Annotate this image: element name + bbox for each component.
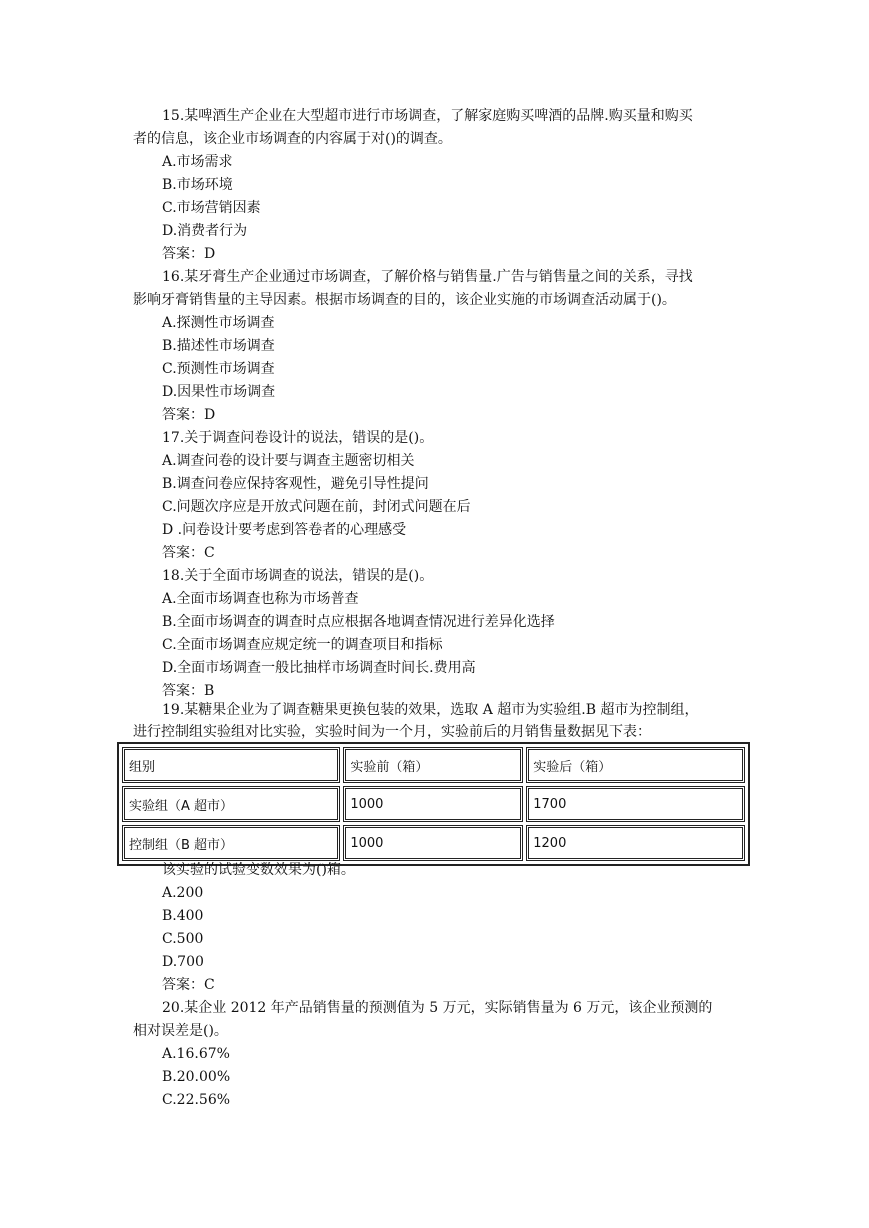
q15-option-b: B.市场环境 xyxy=(162,177,233,193)
q15-answer: 答案：D xyxy=(162,246,216,262)
q18-answer: 答案：B xyxy=(162,683,215,699)
q18-option-a: A.全面市场调查也称为市场普查 xyxy=(162,591,359,607)
table-header-before: 实验前（箱） xyxy=(343,747,523,783)
q18-option-c: C.全面市场调查应规定统一的调查项目和指标 xyxy=(162,637,443,653)
table-header-group: 组别 xyxy=(122,747,340,783)
table-row xyxy=(122,786,745,822)
q19-option-d: D.700 xyxy=(162,954,204,970)
q16-answer: 答案：D xyxy=(162,407,216,423)
q17-option-b: B.调查问卷应保持客观性，避免引导性提问 xyxy=(162,476,429,492)
q19-stem-line3: 该实验的试验变数效果为()箱。 xyxy=(162,862,355,878)
q16-option-d: D.因果性市场调查 xyxy=(162,384,276,400)
q16-option-c: C.预测性市场调查 xyxy=(162,361,275,377)
q17-answer: 答案：C xyxy=(162,545,215,561)
q18-option-d: D.全面市场调查一般比抽样市场调查时间长.费用高 xyxy=(162,660,476,676)
q15-option-a: A.市场需求 xyxy=(162,154,233,170)
q19-data-table xyxy=(117,742,750,866)
q20-option-a: A.16.67% xyxy=(162,1046,230,1062)
q17-stem: 17.关于调查问卷设计的说法，错误的是()。 xyxy=(162,430,434,446)
q19-option-c: C.500 xyxy=(162,931,204,947)
table-cell: 1000 xyxy=(343,825,523,861)
q17-option-c: C.问题次序应是开放式问题在前，封闭式问题在后 xyxy=(162,499,471,515)
table-header-after: 实验后（箱） xyxy=(526,747,745,783)
q17-option-a: A.调查问卷的设计要与调查主题密切相关 xyxy=(162,453,415,469)
q19-option-b: B.400 xyxy=(162,908,204,924)
table-cell: 1700 xyxy=(526,786,745,822)
q19-answer: 答案：C xyxy=(162,977,215,993)
q16-stem-line2: 影响牙膏销售量的主导因素。根据市场调查的目的，该企业实施的市场调查活动属于()。 xyxy=(133,292,676,308)
table-cell: 实验组（A 超市） xyxy=(122,786,340,822)
table-cell: 1000 xyxy=(343,786,523,822)
q20-option-b: B.20.00% xyxy=(162,1069,231,1085)
q19-stem-line2: 进行控制组实验组对比实验，实验时间为一个月，实验前后的月销售量数据见下表： xyxy=(133,724,651,740)
q16-stem-line1: 16.某牙膏生产企业通过市场调查，了解价格与销售量.广告与销售量之间的关系，寻找 xyxy=(162,269,693,285)
q15-stem-line1: 15.某啤酒生产企业在大型超市进行市场调查，了解家庭购买啤酒的品牌.购买量和购买 xyxy=(162,108,693,124)
table-header-row xyxy=(122,747,745,783)
q15-option-d: D.消费者行为 xyxy=(162,223,248,239)
q20-stem-line2: 相对误差是()。 xyxy=(133,1023,228,1039)
q19-stem-line1: 19.某糖果企业为了调查糖果更换包装的效果，选取 A 超市为实验组.B 超市为控制组， xyxy=(162,702,699,718)
q15-option-c: C.市场营销因素 xyxy=(162,200,261,216)
table-cell: 控制组（B 超市） xyxy=(122,825,340,861)
q18-option-b: B.全面市场调查的调查时点应根据各地调查情况进行差异化选择 xyxy=(162,614,555,630)
q19-option-a: A.200 xyxy=(162,885,204,901)
q16-option-a: A.探测性市场调查 xyxy=(162,315,275,331)
q17-option-d: D .问卷设计要考虑到答卷者的心理感受 xyxy=(162,522,407,538)
table-row xyxy=(122,825,745,861)
q16-option-b: B.描述性市场调查 xyxy=(162,338,275,354)
table-cell: 1200 xyxy=(526,825,745,861)
q20-option-c: C.22.56% xyxy=(162,1092,231,1108)
q15-stem-line2: 者的信息，该企业市场调查的内容属于对()的调查。 xyxy=(133,131,452,147)
q18-stem: 18.关于全面市场调查的说法，错误的是()。 xyxy=(162,568,434,584)
q20-stem-line1: 20.某企业 2012 年产品销售量的预测值为 5 万元，实际销售量为 6 万元，该企业预测的 xyxy=(162,1000,713,1016)
